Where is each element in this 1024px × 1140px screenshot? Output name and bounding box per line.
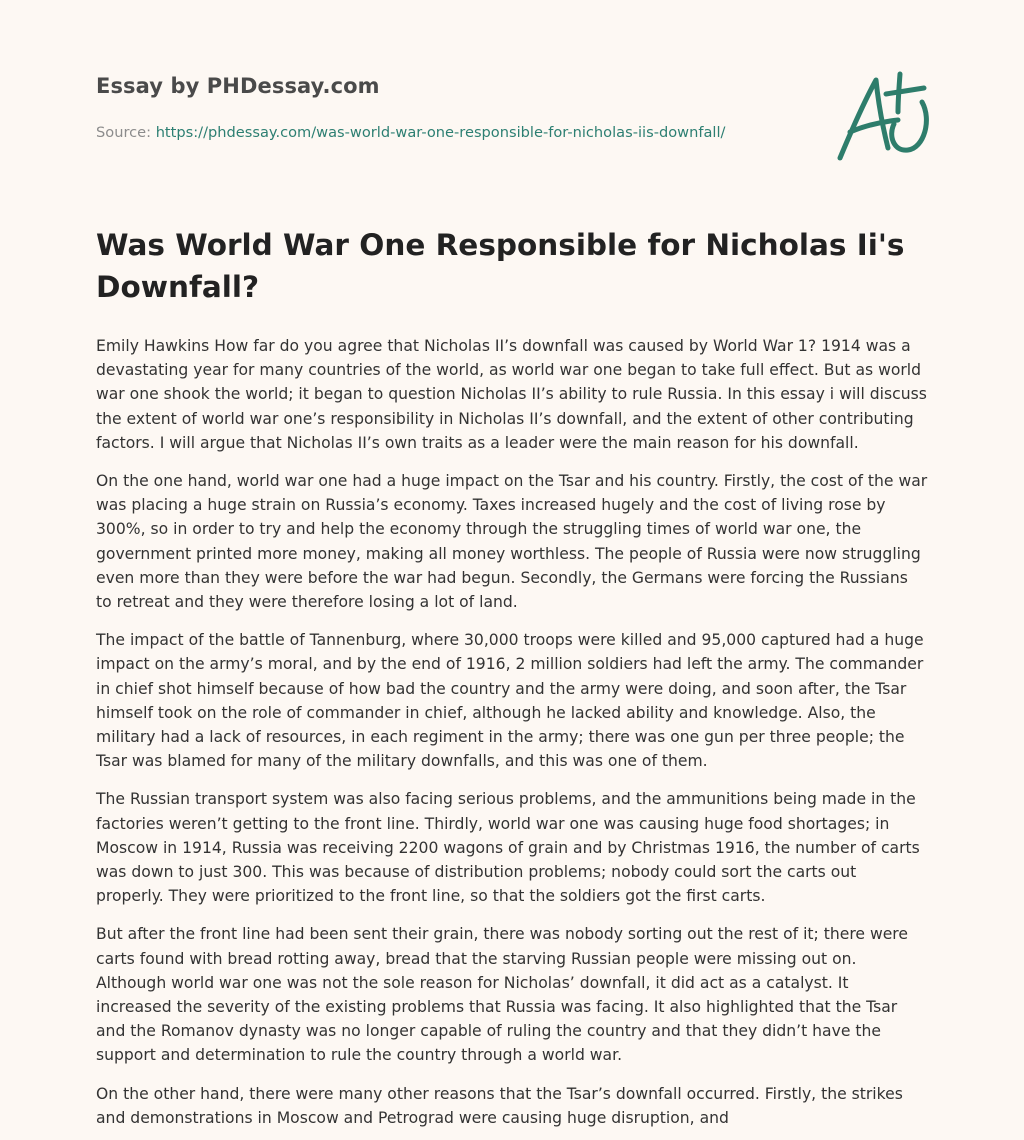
essay-paragraph: But after the front line had been sent their grain, there was nobody sorting out the rest of it; there were carts found with bread rotting away, bread that the starving Russian people were missing out on. Although world war one was not the sole reason for Nicholas’ downfall, it did act as a catalyst. It increased the severity of the existing problems that Russia was facing. It also highlighted that the Tsar and the Romanov dynasty was no longer capable of ruling the country and that they didn’t have the support and determination to rule the country through a world war. [96,925,908,1065]
brand-title: Essay by PHDessay.com [96,74,380,98]
essay-title: Was World War One Responsible for Nicholas Ii's Downfall? [96,228,905,304]
essay-paragraph: The impact of the battle of Tannenburg, where 30,000 troops were killed and 95,000 captured had a huge impact on the army’s moral, and by the end of 1916, 2 million soldiers had left the army. The commander in chief shot himself because of how bad the country and the army were doing, and soon after, the Tsar himself took on the role of commander in chief, although he lacked ability and knowledge. Also, the military had a lack of resources, in each regiment in the army; there was one gun per three people; the Tsar was blamed for many of the military downfalls, and this was one of them. [96,631,924,771]
essay-body [96,334,928,1130]
essay-paragraph: On the one hand, world war one had a huge impact on the Tsar and his country. Firstly, the cost of the war was placing a huge strain on Russia’s economy. Taxes increased hugely and the cost of living rose by 300%, so in order to try and help the economy through the struggling times of world war one, the government printed more money, making all money worthless. The people of Russia were now struggling even more than they were before the war had begun. Secondly, the Germans were forcing the Russians to retreat and they were therefore losing a lot of land. [96,472,928,612]
a-plus-grade-icon [828,66,934,168]
source-label: Source: [96,124,152,141]
source-link[interactable]: https://phdessay.com/was-world-war-one-responsible-for-nicholas-iis-downfall/ [155,124,726,141]
source-line [96,124,725,141]
essay-paragraph: On the other hand, there were many other reasons that the Tsar’s downfall occurred. Firstly, the strikes and demonstrations in Moscow and Petrograd were causing huge disruption, and [96,1084,903,1127]
essay-paragraph: Emily Hawkins How far do you agree that Nicholas II’s downfall was caused by World War 1? 1914 was a devastating year for many countries of the world, as world war one began to take full effect. But as world war one shook the world; it began to question Nicholas II’s ability to rule Russia. In this essay i will discuss the extent of world war one’s responsibility in Nicholas II’s downfall, and the extent of other contributing factors. I will argue that Nicholas II’s own traits as a leader were the main reason for his downfall. [96,337,927,452]
page-header [96,0,928,210]
essay-paragraph: The Russian transport system was also facing serious problems, and the ammunitions being made in the factories weren’t getting to the front line. Thirdly, world war one was causing huge food shortages; in Moscow in 1914, Russia was receiving 2200 wagons of grain and by Christmas 1916, the number of carts was down to just 300. This was because of distribution problems; nobody could sort the carts out properly. They were prioritized to the front line, so that the soldiers got the first carts. [96,790,920,906]
